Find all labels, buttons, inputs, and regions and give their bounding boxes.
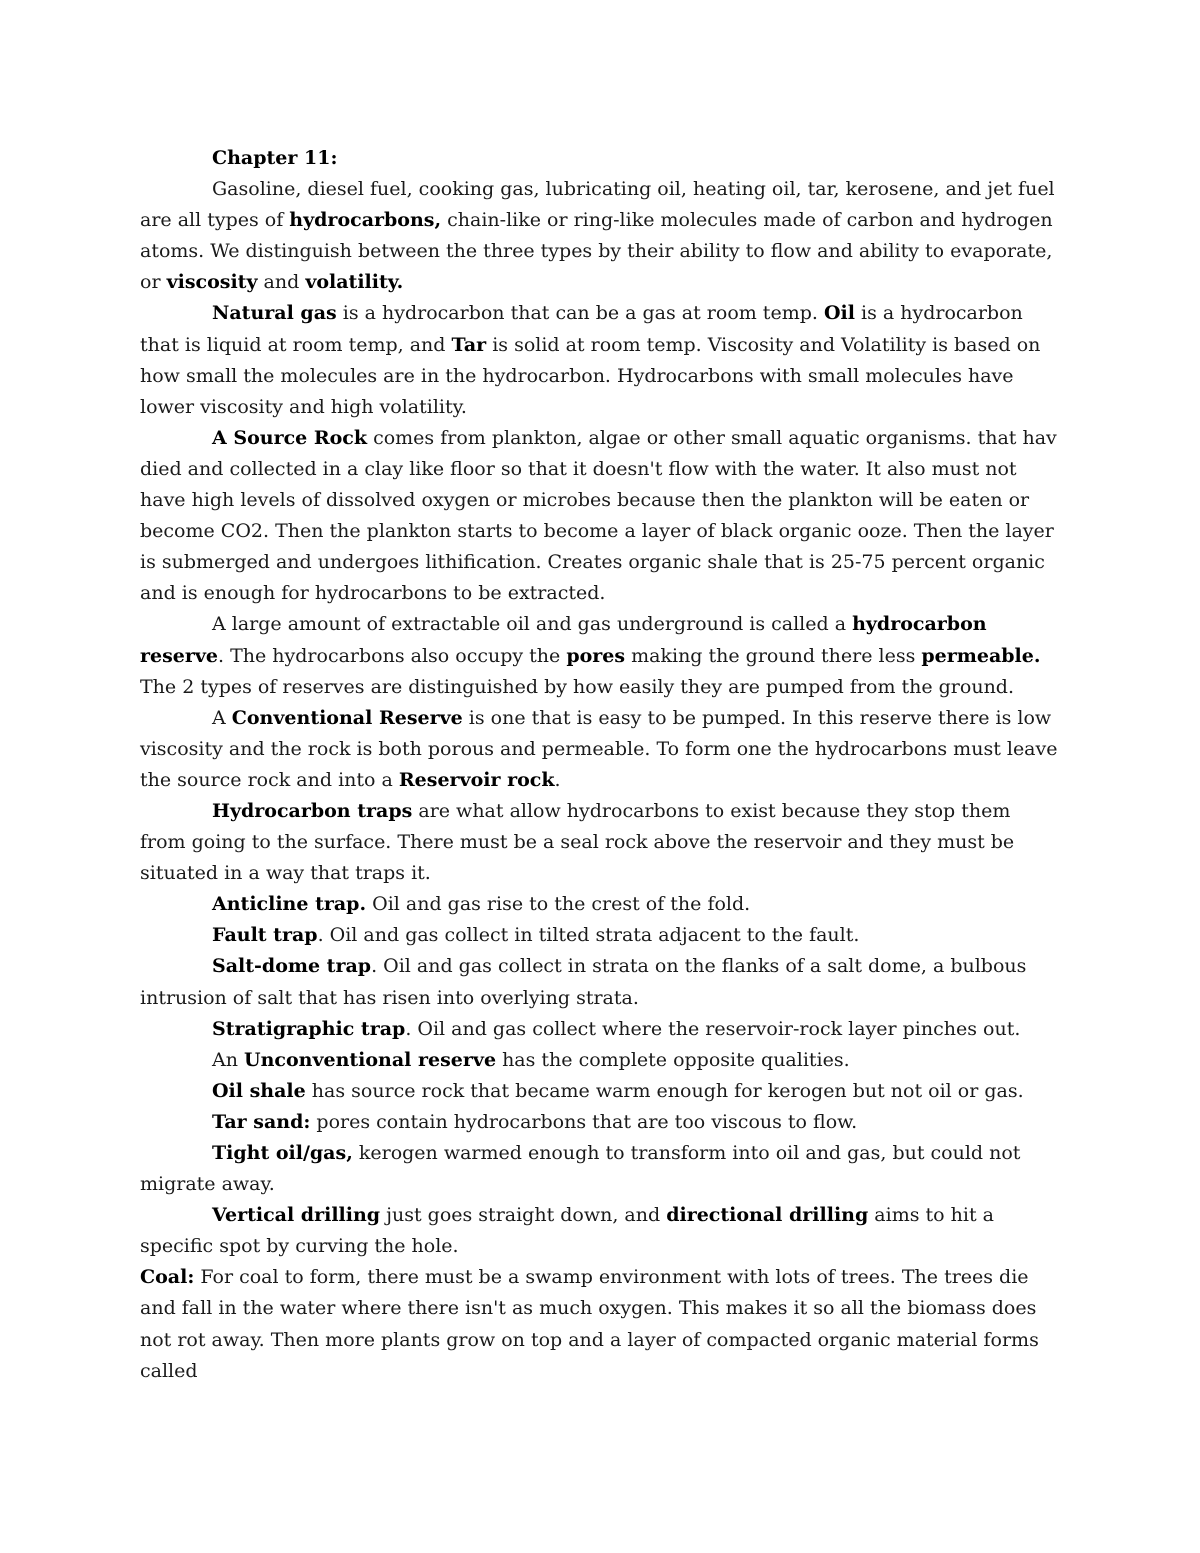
paragraph (140, 1045, 1060, 1076)
paragraph (140, 703, 1060, 796)
text-run: just goes straight down, and (380, 1204, 667, 1227)
bold-term: Conventional Reserve (231, 706, 463, 729)
text-run: A large amount of extractable oil and gas underground is called a (212, 613, 853, 636)
bold-term: volatility. (305, 271, 404, 294)
text-run: comes from plankton, algae or other small aquatic organisms. that hav died and collected in a clay like floor so that it doesn't flow with the water. It also must not have high levels of dissolved oxygen or microbes because then the plankton will be eaten or become CO2. Then the plankton starts to become a layer of black organic ooze. Then the layer is submerged and undergoes lithification. Creates organic shale that is 25-75 percent organic and is enough for hydrocarbons to be extracted. (140, 426, 1057, 605)
bold-term: directional drilling (666, 1204, 869, 1227)
bold-term: Vertical drilling (212, 1204, 381, 1227)
text-run: . (554, 768, 561, 791)
text-run: Gasoline, diesel fuel, cooking gas, lubricating oil, heating oil, tar, kerosene, and jet fuel are all types of (140, 178, 1055, 232)
text-run: An (212, 1048, 244, 1071)
bold-term: Stratigraphic trap (212, 1017, 406, 1040)
text-run: The 2 types of reserves are distinguished by how easily they are pumped from the ground. (140, 675, 1015, 698)
bold-term: Tar sand: (212, 1110, 311, 1133)
text-run: . Oil and gas collect where the reservoir-rock layer pinches out. (405, 1017, 1021, 1040)
paragraph (140, 174, 1060, 298)
text-run: are what allow hydrocarbons to exist because they stop them from going to the surface. There must be a seal rock above the reservoir and they must be situated in a way that traps it. (140, 799, 1015, 885)
bold-term: hydrocarbon reserve (140, 613, 987, 667)
paragraph (140, 1107, 1060, 1138)
text-run: . The hydrocarbons also occupy the (218, 644, 567, 667)
bold-term: Tight oil/gas, (212, 1142, 353, 1164)
bold-term: permeable. (921, 644, 1041, 667)
paragraph (140, 1200, 1060, 1262)
text-run: is solid at room temp. Viscosity and Volatility is based on how small the molecules are in the hydrocarbon. Hydrocarbons with small molecules have lower viscosity and high volatility. (140, 333, 1041, 418)
text-run: aims to hit a specific spot by curving the hole. (140, 1204, 994, 1258)
bold-term: pores (566, 644, 626, 667)
bold-term: Salt-dome trap (212, 955, 372, 978)
document-body (140, 143, 1060, 1387)
paragraph (140, 920, 1060, 951)
text-run: . Oil and gas collect in tilted strata adjacent to the fault. (317, 924, 860, 947)
text-run: For coal to form, there must be a swamp environment with lots of trees. The trees die and fall in the water where there isn't as much oxygen. This makes it so all the biomass does not rot away. Then more plants grow on top and a layer of compacted organic material forms called (140, 1266, 1039, 1382)
paragraph (140, 1014, 1060, 1045)
bold-term: Tar (451, 333, 487, 356)
bold-term: Unconventional reserve (244, 1048, 497, 1071)
paragraph (140, 423, 1060, 610)
paragraph (140, 1138, 1060, 1200)
paragraph (140, 609, 1060, 702)
bold-term: viscosity (166, 271, 258, 294)
bold-term: hydrocarbons, (289, 209, 442, 232)
bold-term: Oil shale (212, 1079, 306, 1102)
bold-term: Fault trap (212, 924, 318, 947)
paragraph (140, 889, 1060, 920)
paragraph (140, 1076, 1060, 1107)
text-run: and (257, 271, 306, 294)
text-run: Oil and gas rise to the crest of the fold. (366, 893, 751, 916)
chapter-heading-text: Chapter 11: (212, 147, 338, 169)
paragraph-list (140, 174, 1060, 1387)
paragraph (140, 951, 1060, 1013)
paragraph (140, 298, 1060, 422)
text-run: A (212, 706, 232, 729)
paragraph (140, 796, 1060, 889)
bold-term: Reservoir rock (398, 768, 555, 791)
text-run: . Oil and gas collect in strata on the flanks of a salt dome, a bulbous intrusion of salt that has risen into overlying strata. (140, 955, 1027, 1009)
text-run: has the complete opposite qualities. (496, 1048, 850, 1071)
paragraph (140, 1262, 1060, 1386)
bold-term: Oil (823, 302, 855, 325)
text-run: chain-like or ring-like molecules made of carbon and hydrogen atoms. We distinguish between the three types by their ability to flow and ability to evaporate, or (140, 209, 1053, 294)
text-run: is a hydrocarbon that is liquid at room temp, and (140, 302, 1023, 356)
text-run: making the ground there less (625, 644, 922, 667)
bold-term: Natural gas (212, 302, 337, 325)
bold-term: Coal: (140, 1266, 195, 1289)
text-run: is one that is easy to be pumped. In this reserve there is low viscosity and the rock is both porous and permeable. To form one the hydrocarbons must leave the source rock and into a (140, 706, 1058, 791)
chapter-heading (140, 143, 1060, 174)
text-run: has source rock that became warm enough for kerogen but not oil or gas. (305, 1079, 1024, 1102)
text-run: pores contain hydrocarbons that are too viscous to flow. (310, 1110, 858, 1133)
text-run: is a hydrocarbon that can be a gas at room temp. (336, 302, 824, 325)
text-run: kerogen warmed enough to transform into oil and gas, but could not migrate away. (140, 1142, 1021, 1196)
bold-term: Anticline trap. (212, 893, 367, 916)
bold-term: A Source Rock (212, 426, 368, 449)
bold-term: Hydrocarbon traps (212, 799, 413, 822)
